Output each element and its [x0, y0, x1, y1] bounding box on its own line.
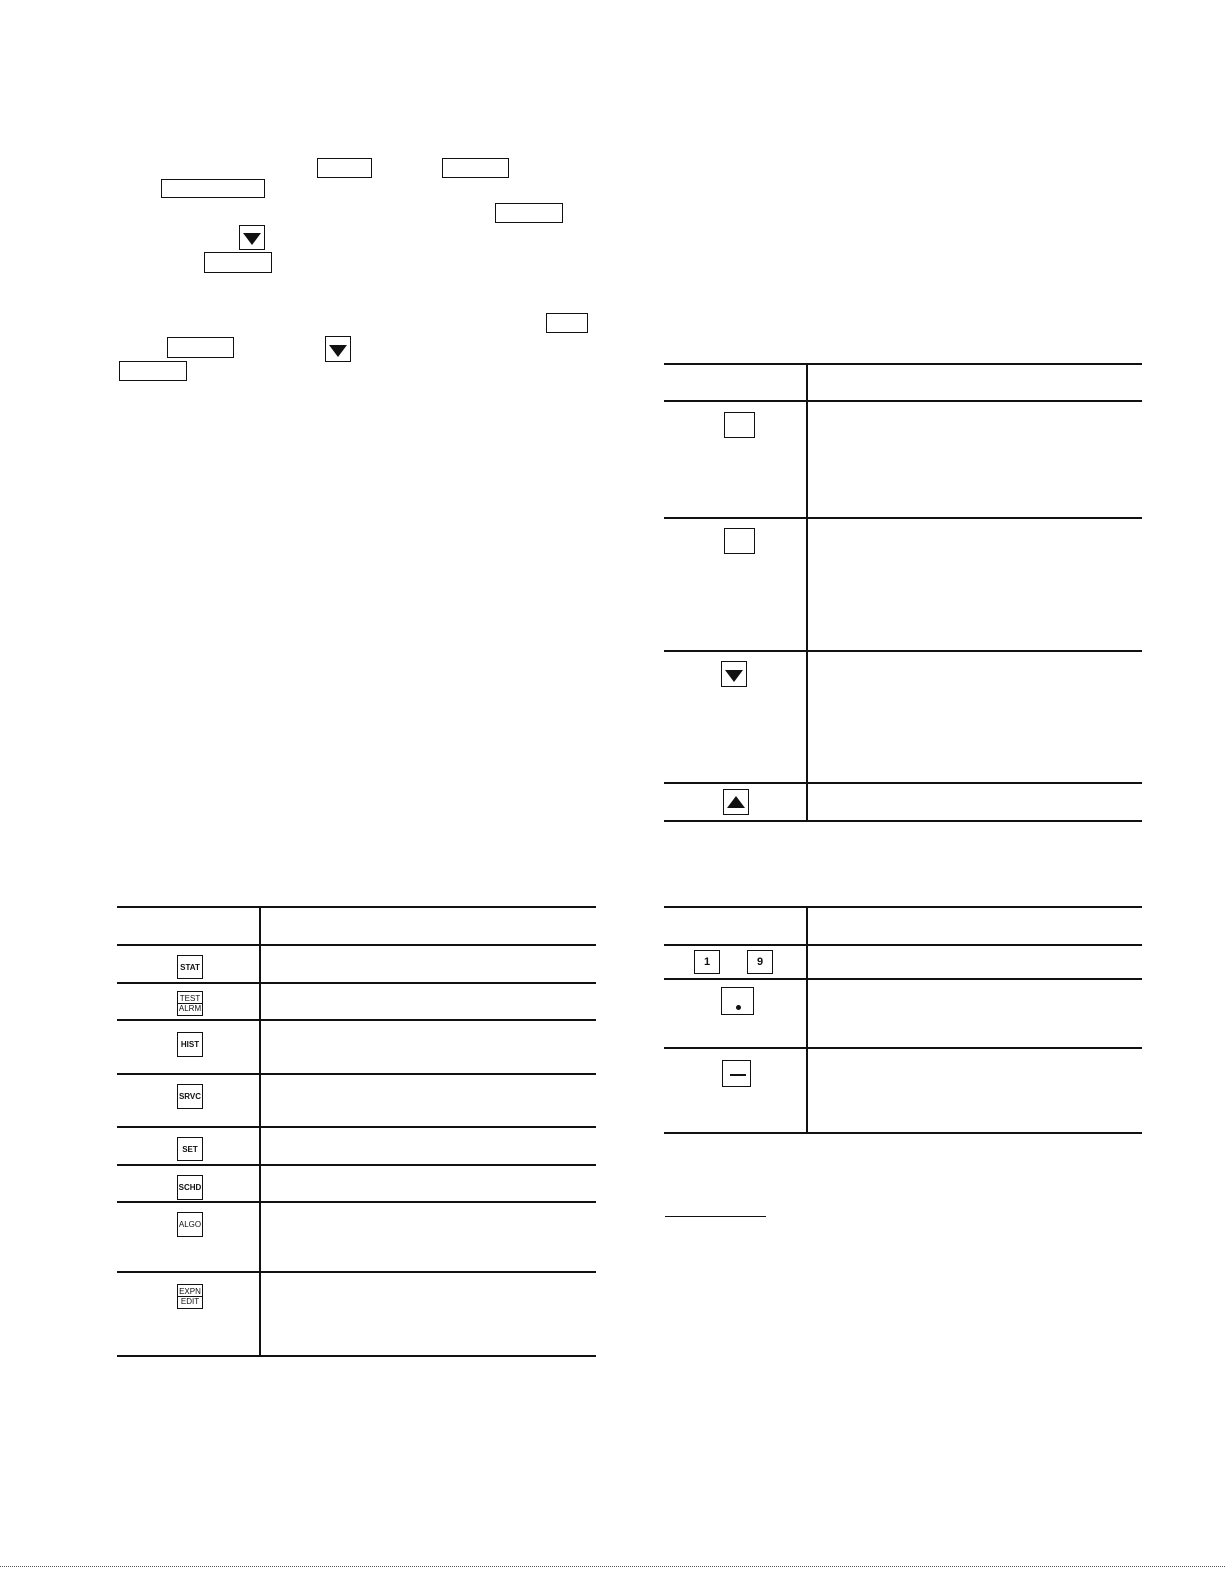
- inline-key-box: [546, 313, 588, 333]
- inline-down-arrow-key: [325, 336, 351, 362]
- page-bottom-edge: [0, 1566, 1225, 1567]
- footnote-rule: [665, 1216, 766, 1217]
- numeric-key-first: [694, 950, 720, 974]
- numeric-key-last: [747, 950, 773, 974]
- triangle-down-icon: [243, 233, 261, 245]
- algorithm-key: [177, 1212, 203, 1237]
- numeric-key-first-label: 1: [703, 955, 711, 968]
- inline-key-box: [495, 203, 563, 223]
- service-key: [177, 1084, 203, 1109]
- inline-down-arrow-key: [239, 225, 265, 250]
- schedule-key: [177, 1175, 203, 1200]
- minus-key: [722, 1060, 751, 1087]
- inline-key-box: [119, 361, 187, 381]
- dot-icon: [736, 1005, 741, 1010]
- set-key-label: SET: [182, 1144, 198, 1154]
- test-key-label: TEST: [179, 994, 201, 1003]
- expand-edit-key: [177, 1284, 203, 1309]
- inline-key-box: [442, 158, 509, 178]
- triangle-up-icon: [727, 796, 745, 808]
- status-key-label: STAT: [180, 962, 200, 972]
- inline-key-box: [161, 179, 265, 198]
- edit-key-label: EDIT: [180, 1297, 200, 1306]
- scroll-down-key: [721, 661, 747, 687]
- scroll-up-key: [723, 789, 749, 815]
- triangle-down-icon: [329, 345, 347, 357]
- status-key: [177, 955, 203, 979]
- expand-key-label: EXPN: [179, 1287, 201, 1296]
- test-alarm-key: [177, 991, 203, 1016]
- history-key: [177, 1032, 203, 1057]
- inline-key-box: [317, 158, 372, 178]
- minus-icon: [730, 1074, 746, 1076]
- blank-key-1: [724, 412, 755, 438]
- numeric-key-last-label: 9: [756, 955, 764, 968]
- blank-key-2: [724, 528, 755, 554]
- history-key-label: HIST: [180, 1040, 200, 1049]
- service-key-label: SRVC: [178, 1092, 202, 1101]
- set-key: [177, 1137, 203, 1161]
- inline-key-box: [204, 252, 272, 273]
- inline-key-box: [167, 337, 234, 358]
- schedule-key-label: SCHD: [178, 1183, 202, 1192]
- triangle-down-icon: [725, 670, 743, 682]
- alarm-key-label: ALRM: [178, 1004, 202, 1013]
- algorithm-key-label: ALGO: [178, 1220, 202, 1229]
- decimal-key: [721, 987, 754, 1015]
